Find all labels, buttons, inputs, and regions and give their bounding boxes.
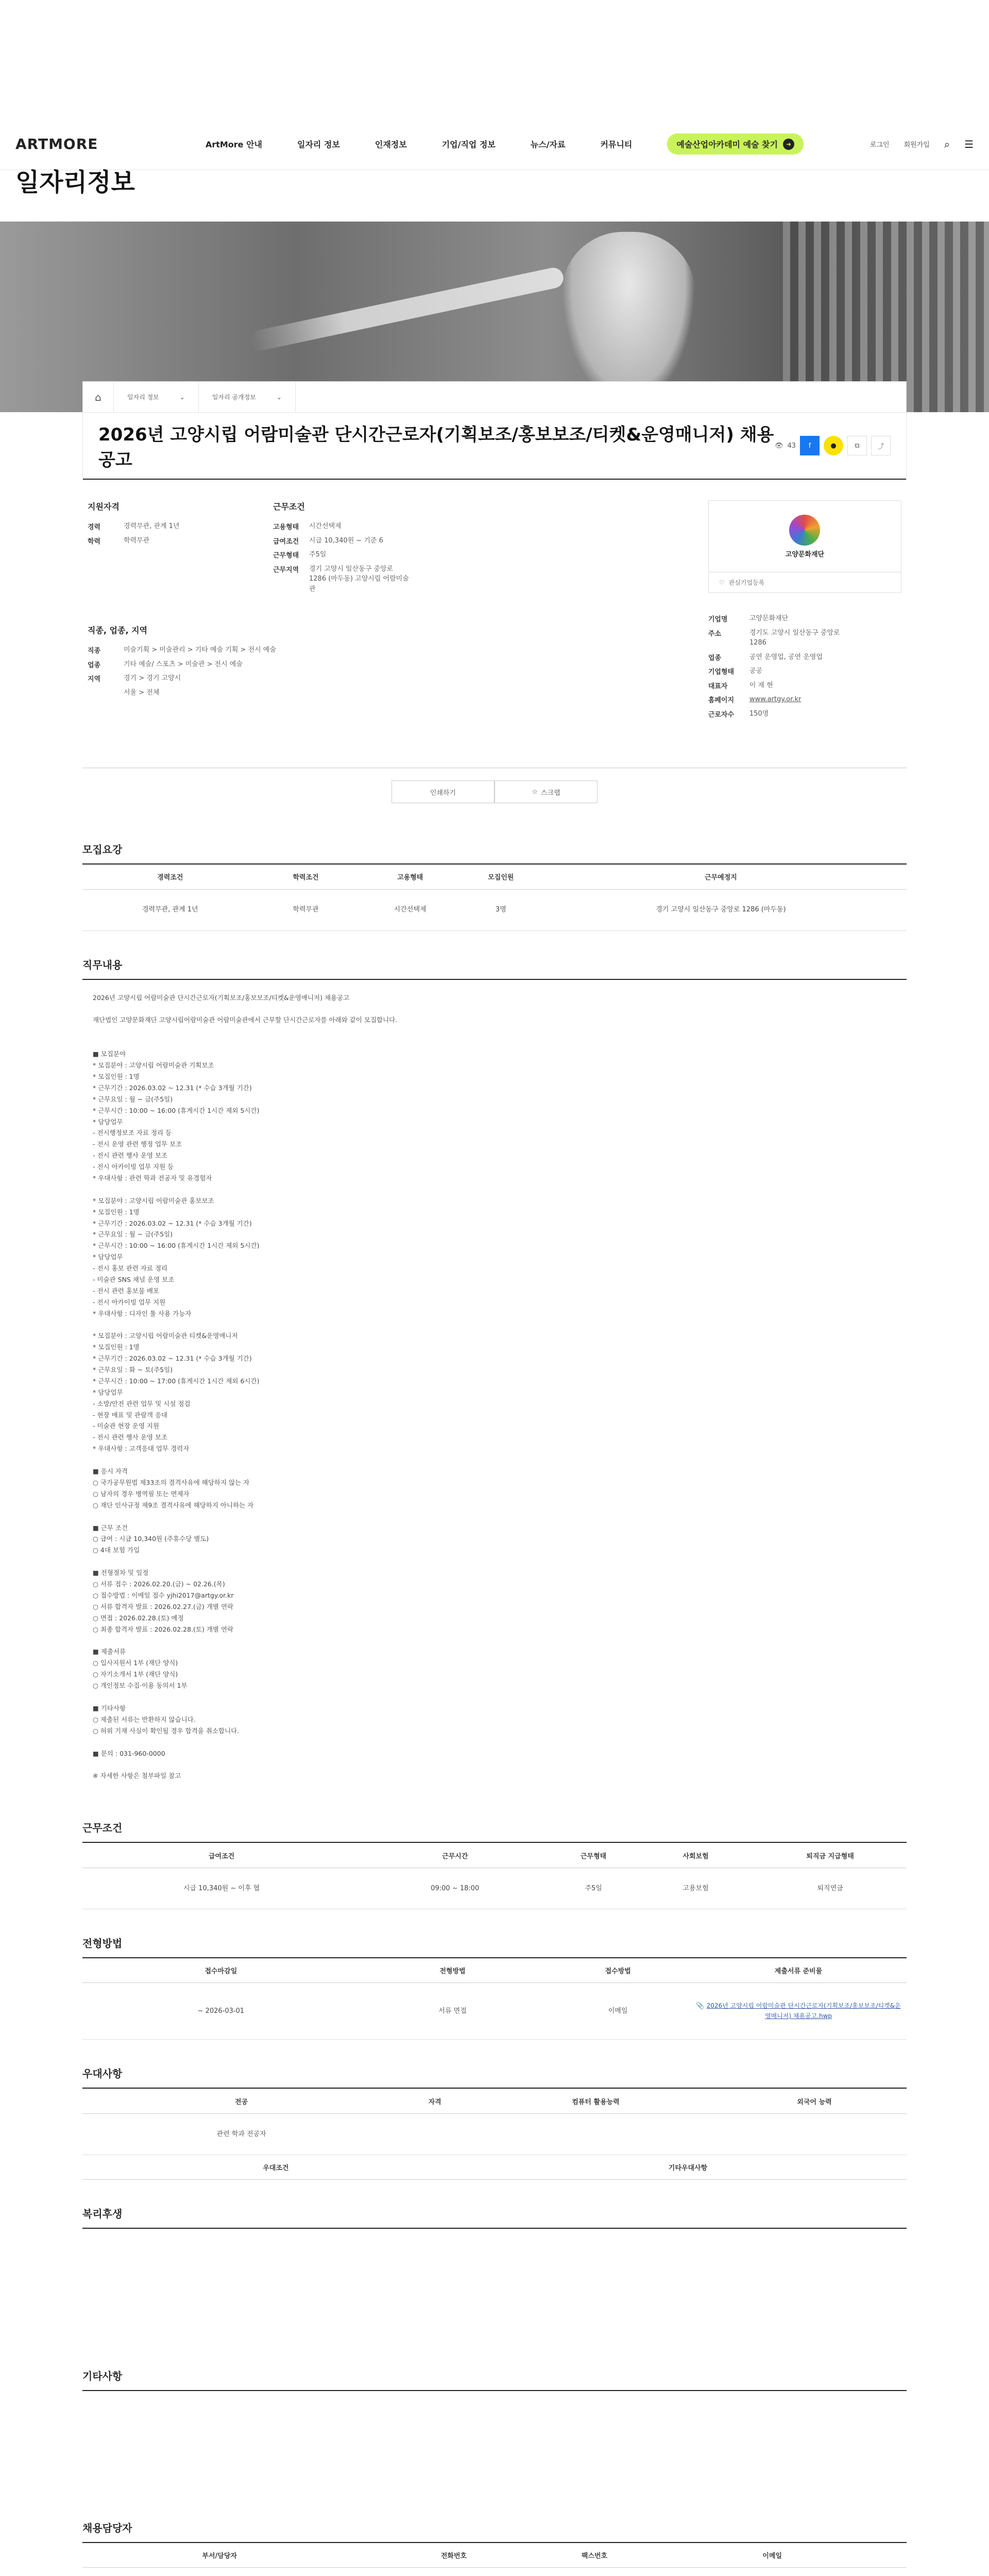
detail-line: * 근무시간 : 10:00 ~ 16:00 (휴게시간 1시간 제외 5시간) xyxy=(93,1242,260,1250)
detail-line: * 근무시간 : 10:00 ~ 16:00 (휴게시간 1시간 제외 5시간) xyxy=(93,1106,260,1114)
detail-line: ※ 자세한 사항은 첨부파일 참고 xyxy=(93,1772,181,1780)
work-section xyxy=(82,1820,907,1909)
signup-link[interactable]: 회원가입 xyxy=(903,141,930,149)
nav-item-talent[interactable]: 인재정보 xyxy=(374,140,407,149)
detail-line: - 전시 아카이빙 업무 지원 xyxy=(93,1298,166,1306)
table-cell: 시급 10,340원 ~ 이후 협 xyxy=(82,1868,361,1909)
detail-line: 재단법인 고양문화재단 고양시립어람미술관 어람미술관에서 근무할 단시간근로자를 아래와 같이 모집합니다. xyxy=(93,1016,398,1024)
kv-value: 주5일 xyxy=(309,551,327,558)
table-header: 전화번호 xyxy=(356,2543,551,2568)
hero-dancer-leg xyxy=(249,266,566,352)
detail-line: * 근무요일 : 월 ~ 금(주5일) xyxy=(93,1095,173,1103)
apply-table xyxy=(82,1958,907,2040)
kv-value: 서울 > 전체 xyxy=(124,688,160,697)
chevron-down-icon: ⌄ xyxy=(179,393,185,401)
kv-key: 직종 xyxy=(88,647,101,655)
print-button[interactable] xyxy=(391,781,494,803)
table-header: 고용형태 xyxy=(354,865,467,889)
org-logo-box xyxy=(708,500,901,572)
table-header: 급여조건 xyxy=(82,1843,361,1868)
job-title: 2026년 고양시립 어람미술관 단시간근로자(기획보조/홍보보조/티켓&운영매니저) 채용공고 xyxy=(98,425,774,470)
detail-line: ○ 서류 합격자 발표 : 2026.02.27.(금) 개별 연락 xyxy=(93,1602,234,1611)
detail-line: ○ 최종 합격자 발표 : 2026.02.28.(토) 개별 연락 xyxy=(93,1625,234,1633)
facebook-icon[interactable]: f xyxy=(800,436,820,455)
section-title: 복리후생 xyxy=(82,2206,907,2229)
table-header: 경력조건 xyxy=(82,865,258,889)
detail-line: ■ 응시 자격 xyxy=(93,1467,128,1475)
share-icon[interactable]: ⤴ xyxy=(871,436,891,455)
table-header: 학력조건 xyxy=(258,865,354,889)
detail-spacer xyxy=(93,1037,896,1048)
academy-button[interactable] xyxy=(667,133,804,155)
section-title: 기타사항 xyxy=(82,2368,907,2391)
detail-line: ■ 문의 : 031-960-0000 xyxy=(93,1749,165,1757)
kakao-icon[interactable]: ● xyxy=(824,436,843,455)
detail-spacer xyxy=(93,1184,896,1195)
kv-value: 이 재 현 xyxy=(749,681,773,689)
detail-line: ■ 모집분야 xyxy=(93,1050,126,1058)
detail-line: * 근무요일 : 월 ~ 금(주5일) xyxy=(93,1230,173,1239)
etc-body xyxy=(82,2391,907,2494)
table-cell xyxy=(469,2113,722,2155)
table-header: 제출서류 준비물 xyxy=(690,1958,907,1983)
table-cell: 경기 고양시 일산동구 중앙로 1286 (마두동) xyxy=(535,889,907,930)
homepage-link[interactable]: www.artgy.or.kr xyxy=(749,696,802,703)
table-header: 이메일 xyxy=(638,2543,907,2568)
detail-line: - 전시 관련 행사 운영 보조 xyxy=(93,1433,168,1442)
detail-section xyxy=(82,957,907,1794)
apply-section xyxy=(82,1935,907,2040)
table-row xyxy=(82,2113,907,2155)
detail-line: ■ 제출서류 xyxy=(93,1648,126,1656)
contact-section xyxy=(82,2520,907,2576)
nav-item-company[interactable]: 기업/직업 정보 xyxy=(441,140,496,149)
detail-spacer xyxy=(93,1003,896,1014)
site-header xyxy=(0,118,989,170)
recruit-table xyxy=(82,865,907,931)
detail-spacer xyxy=(93,1691,896,1703)
org-logo xyxy=(789,515,820,546)
table-header: 전공 xyxy=(82,2089,400,2113)
menu-icon[interactable]: ☰ xyxy=(964,138,974,150)
kv-value: 학력무관 xyxy=(124,536,150,545)
detail-line: ○ 서류 접수 : 2026.02.20.(금) ~ 02.26.(목) xyxy=(93,1580,225,1588)
table-cell: 경력무관, 관계 1년 xyxy=(82,889,258,930)
kv-key: 업종 xyxy=(708,654,721,662)
section-title: 근무조건 xyxy=(82,1820,907,1843)
detail-line: 2026년 고양시립 어람미술관 단시간근로자(기획보조/홍보보조/티켓&운영매니저) 채용공고 xyxy=(93,993,350,1002)
action-bar xyxy=(82,768,907,816)
site-logo[interactable]: ARTMORE xyxy=(15,135,98,152)
summary-left xyxy=(88,500,698,768)
org-panel xyxy=(708,500,901,768)
detail-line: - 전시 관련 행사 운영 보조 xyxy=(93,1151,168,1160)
util-menu xyxy=(870,138,974,150)
table-header: 퇴직금 지급형태 xyxy=(754,1843,907,1868)
job-detail-body xyxy=(82,980,907,1794)
work-table xyxy=(82,1843,907,1909)
kv-value: 경력무관, 관계 1년 xyxy=(124,522,180,530)
page-title: 일자리정보 xyxy=(15,168,135,197)
detail-line: ○ 4대 보험 가입 xyxy=(93,1546,140,1554)
detail-line: * 모집인원 : 1명 xyxy=(93,1073,140,1080)
org-name: 고양문화재단 xyxy=(785,550,825,558)
table-row xyxy=(82,889,907,930)
table-cell xyxy=(722,2113,907,2155)
detail-line: * 근무시간 : 10:00 ~ 17:00 (휴게시간 1시간 제외 6시간) xyxy=(93,1377,260,1385)
table-header: 근무형태 xyxy=(549,1843,637,1868)
detail-line: * 담당업무 xyxy=(93,1253,123,1261)
detail-line: ○ 입사지원서 1부 (재단 양식) xyxy=(93,1659,178,1667)
etc-section xyxy=(82,2368,907,2494)
job-card xyxy=(82,381,907,480)
detail-line: ○ 국가공무원법 제33조의 결격사유에 해당하지 않는 자 xyxy=(93,1478,250,1486)
link-icon[interactable]: ⧉ xyxy=(847,436,867,455)
kv-key: 업종 xyxy=(88,661,101,669)
kv-key: 대표자 xyxy=(708,682,728,690)
detail-line: ○ 자기소개서 1부 (재단 양식) xyxy=(93,1670,178,1679)
academy-label: 예술산업아카데미 예술 찾기 xyxy=(676,140,778,149)
kv-key: 근로자수 xyxy=(708,710,735,719)
share-bar xyxy=(775,436,891,455)
detail-line: - 전시 관련 홍보물 배포 xyxy=(93,1286,160,1295)
kv-key: 경력 xyxy=(88,523,101,531)
kv-key: 급여조건 xyxy=(273,537,299,546)
detail-line: ■ 근무 조건 xyxy=(93,1523,128,1532)
detail-line: * 근무기간 : 2026.03.02 ~ 12.31 (* 수습 3개월 기간) xyxy=(93,1083,252,1092)
table-row xyxy=(82,1868,907,1909)
section-title: 전형방법 xyxy=(82,1935,907,1958)
job-header xyxy=(83,413,906,480)
kv-key: 고용형태 xyxy=(273,523,299,531)
section-title: 채용담당자 xyxy=(82,2520,907,2543)
home-icon[interactable]: ⌂ xyxy=(83,382,114,413)
kv-value: 경기도 고양시 일산동구 중앙로 1286 xyxy=(749,629,840,647)
detail-line: - 현장 매표 및 관람객 응대 xyxy=(93,1411,168,1419)
kv-key: 홈페이지 xyxy=(708,697,735,704)
detail-line: - 미술관 SNS 채널 운영 보조 xyxy=(93,1275,175,1283)
kv-value: 미술기획 > 미술관리 > 기타 예술 기획 > 전시 예술 xyxy=(124,646,276,654)
star-icon: ☆ xyxy=(532,788,538,796)
table-row xyxy=(82,2568,907,2576)
heart-icon: ♡ xyxy=(719,579,725,586)
detail-line: ○ 제출된 서류는 반환하지 않습니다. xyxy=(93,1715,196,1723)
job-summary xyxy=(82,480,907,768)
detail-line: * 담당업무 xyxy=(93,1117,123,1126)
table-row xyxy=(82,1983,907,2040)
table-header: 사회보험 xyxy=(638,1843,754,1868)
kv-value: 공연 운영업, 공연 운영업 xyxy=(749,653,823,661)
detail-line: * 모집분야 : 고양시립 어람미술관 홍보보조 xyxy=(93,1196,214,1205)
login-link[interactable]: 로그인 xyxy=(869,141,890,149)
detail-spacer xyxy=(93,1454,896,1466)
search-icon[interactable]: ⌕ xyxy=(944,138,950,150)
detail-line: * 우대사항 : 관련 학과 전공자 및 유경험자 xyxy=(93,1174,212,1182)
detail-line: ○ 남자의 경우 병역필 또는 면제자 xyxy=(93,1489,190,1498)
nav-item-community[interactable]: 커뮤니티 xyxy=(600,140,633,149)
table-cell: 시간선택제 xyxy=(354,889,467,930)
detail-line: ■ 전형절차 및 일정 xyxy=(93,1569,149,1577)
eye-icon: 👁 xyxy=(774,442,783,450)
recruit-section xyxy=(82,841,907,931)
detail-line: * 근무기간 : 2026.03.02 ~ 12.31 (* 수습 3개월 기간) xyxy=(93,1219,252,1227)
detail-line: * 모집인원 : 1명 xyxy=(93,1208,140,1216)
scrap-button[interactable] xyxy=(494,781,598,803)
kv-value: 경기 고양시 일산동구 중앙로 1286 (마두동) 고양시립 어람미술관 xyxy=(309,565,409,593)
table-cell: 주5일 xyxy=(549,1868,637,1909)
table-cell: 관련 학과 전공자 xyxy=(82,2113,400,2155)
detail-line: ○ 급여 : 시급 10,340원 (주휴수당 별도) xyxy=(93,1535,209,1543)
table-cell: ~ 2026-03-01 xyxy=(82,1983,360,2040)
kv-value: 시간선택제 xyxy=(309,522,342,530)
detail-line: * 모집분야 : 고양시립 어람미술관 티켓&운영매니저 xyxy=(93,1332,238,1340)
table-cell: 퇴직연금 xyxy=(754,1868,907,1909)
kv-value: 기타 예술/ 스포츠 > 미술관 > 전시 예술 xyxy=(124,660,243,668)
table-header: 부서/담당자 xyxy=(82,2543,356,2568)
kv-key: 근무형태 xyxy=(273,552,299,560)
nav-item-news[interactable]: 뉴스/자료 xyxy=(530,140,566,149)
detail-spacer xyxy=(93,1026,896,1037)
table-header: 외국어 능력 xyxy=(722,2089,907,2113)
table-header: 팩스번호 xyxy=(551,2543,638,2568)
print-label: 인쇄하기 xyxy=(430,789,456,797)
table-header: 자격 xyxy=(400,2089,469,2113)
welfare-body xyxy=(82,2229,907,2342)
pref-table xyxy=(82,2089,907,2180)
breadcrumb-item-1[interactable] xyxy=(114,382,199,413)
dept-block xyxy=(88,624,698,698)
table-header: 모집인원 xyxy=(467,865,535,889)
detail-line: ○ 개인정보 수집·이용 동의서 1부 xyxy=(93,1682,187,1689)
attachment-link[interactable]: 2026년 고양시립 어람미술관 단시간근로자(기획보조/홍보보조/티켓&운영매니저) 채용공고.hwp xyxy=(706,2002,901,2020)
table-cell xyxy=(551,2568,638,2576)
dept-title: 직종, 업종, 지역 xyxy=(88,625,148,635)
hero-dancer xyxy=(561,232,695,407)
section-title: 모집요강 xyxy=(82,841,907,865)
kv-key xyxy=(88,688,124,698)
table-cell: 고용보험 xyxy=(638,1868,754,1909)
nav-item-about[interactable]: ArtMore 안내 xyxy=(205,140,263,149)
work-condition-title: 근무조건 xyxy=(273,502,305,512)
breadcrumb xyxy=(83,382,906,413)
table-cell xyxy=(356,2568,551,2576)
attachment-icon: 📎 xyxy=(696,2002,705,2010)
work-condition-block xyxy=(273,500,412,598)
table-cell xyxy=(400,2113,469,2155)
section-title: 직무내용 xyxy=(82,957,907,980)
qualification-title: 지원자격 xyxy=(88,502,120,512)
contact-table xyxy=(82,2543,907,2576)
kv-value: 150명 xyxy=(749,709,769,718)
kv-value: 경기 > 경기 고양시 xyxy=(124,674,181,682)
detail-line: - 전시 아카이빙 업무 지원 등 xyxy=(93,1163,174,1171)
detail-line: - 전시행정보조 자료 정리 등 xyxy=(93,1129,172,1137)
detail-line: - 미술관 현장 운영 지원 xyxy=(93,1422,160,1430)
kv-key: 기업형태 xyxy=(708,668,735,676)
table-header: 우대조건 xyxy=(82,2155,469,2179)
detail-line: ○ 접수방법 : 이메일 접수 yjhi2017@artgy.or.kr xyxy=(93,1591,234,1599)
favorite-company-button[interactable] xyxy=(708,572,901,593)
detail-spacer xyxy=(93,1759,896,1770)
section-title: 우대사항 xyxy=(82,2065,907,2089)
kv-key: 근무지역 xyxy=(273,566,299,574)
table-cell: 학력무관 xyxy=(258,889,354,930)
detail-spacer xyxy=(93,1556,896,1567)
favorite-label: 관심기업등록 xyxy=(728,579,765,586)
main-nav xyxy=(206,133,804,155)
detail-line: * 모집인원 : 1명 xyxy=(93,1343,140,1351)
kv-value: 시급 10,340원 ~ 기준 6 xyxy=(309,536,383,545)
detail-spacer xyxy=(93,1737,896,1748)
page-title-area xyxy=(0,170,989,222)
kv-value: 공공 xyxy=(749,667,762,675)
kv-key: 주소 xyxy=(708,630,721,638)
detail-line: * 근무요일 : 화 ~ 토(주5일) xyxy=(93,1366,173,1374)
table-header: 근무예정지 xyxy=(535,865,907,889)
table-cell xyxy=(638,2568,907,2576)
kv-value: 고양문화재단 xyxy=(749,615,789,622)
detail-line: - 소방/안전 관련 업무 및 시설 점검 xyxy=(93,1399,191,1408)
detail-spacer xyxy=(93,1319,896,1330)
table-cell: 서류 면접 xyxy=(360,1983,546,2040)
pref-section xyxy=(82,2065,907,2180)
table-cell: 3명 xyxy=(467,889,535,930)
view-count: 43 xyxy=(787,442,796,450)
detail-line: * 담당업무 xyxy=(93,1388,123,1396)
breadcrumb-label: 일자리 정보 xyxy=(127,394,159,401)
detail-line: * 우대사항 : 디자인 툴 사용 가능자 xyxy=(93,1309,192,1317)
kv-key: 기업명 xyxy=(708,616,728,623)
scrap-label: 스크랩 xyxy=(540,789,560,797)
detail-line: * 근무기간 : 2026.03.02 ~ 12.31 (* 수습 3개월 기간) xyxy=(93,1354,252,1363)
detail-line: * 모집분야 : 고양시립 어람미술관 기획보조 xyxy=(93,1061,214,1070)
nav-item-jobs[interactable]: 일자리 정보 xyxy=(297,140,340,149)
detail-line: ○ 허위 기재 사실이 확인될 경우 합격을 취소합니다. xyxy=(93,1726,240,1735)
detail-line: ○ 면접 : 2026.02.28.(토) 예정 xyxy=(93,1614,184,1622)
table-cell: 09:00 ~ 18:00 xyxy=(361,1868,549,1909)
table-header: 전형방법 xyxy=(360,1958,546,1983)
qualification-block xyxy=(88,500,232,598)
table-cell: 이메일 xyxy=(545,1983,690,2040)
arrow-right-icon: ➜ xyxy=(783,139,794,150)
kv-key: 지역 xyxy=(88,675,101,683)
kv-key: 학력 xyxy=(88,537,101,546)
org-info xyxy=(708,614,901,719)
detail-line: * 우대사항 : 고객응대 업무 경력자 xyxy=(93,1445,190,1453)
table-header: 접수방법 xyxy=(545,1958,690,1983)
welfare-section xyxy=(82,2206,907,2342)
detail-spacer xyxy=(93,1511,896,1522)
table-header: 컴퓨터 활용능력 xyxy=(469,2089,722,2113)
breadcrumb-label: 일자리 공개정보 xyxy=(212,394,256,401)
detail-line: - 전시 홍보 관련 자료 정리 xyxy=(93,1264,168,1272)
detail-line: ■ 기타사항 xyxy=(93,1704,126,1712)
table-header: 기타우대사항 xyxy=(469,2155,907,2179)
breadcrumb-item-2[interactable] xyxy=(199,382,296,413)
detail-spacer xyxy=(93,1635,896,1646)
table-header: 접수마감일 xyxy=(82,1958,360,1983)
detail-line: - 전시 운영 관련 행정 업무 보조 xyxy=(93,1140,182,1148)
chevron-down-icon: ⌄ xyxy=(276,393,282,401)
table-header: 근무시간 xyxy=(361,1843,549,1868)
detail-line: ○ 재단 인사규정 제9조 결격사유에 해당하지 아니하는 자 xyxy=(93,1501,254,1509)
